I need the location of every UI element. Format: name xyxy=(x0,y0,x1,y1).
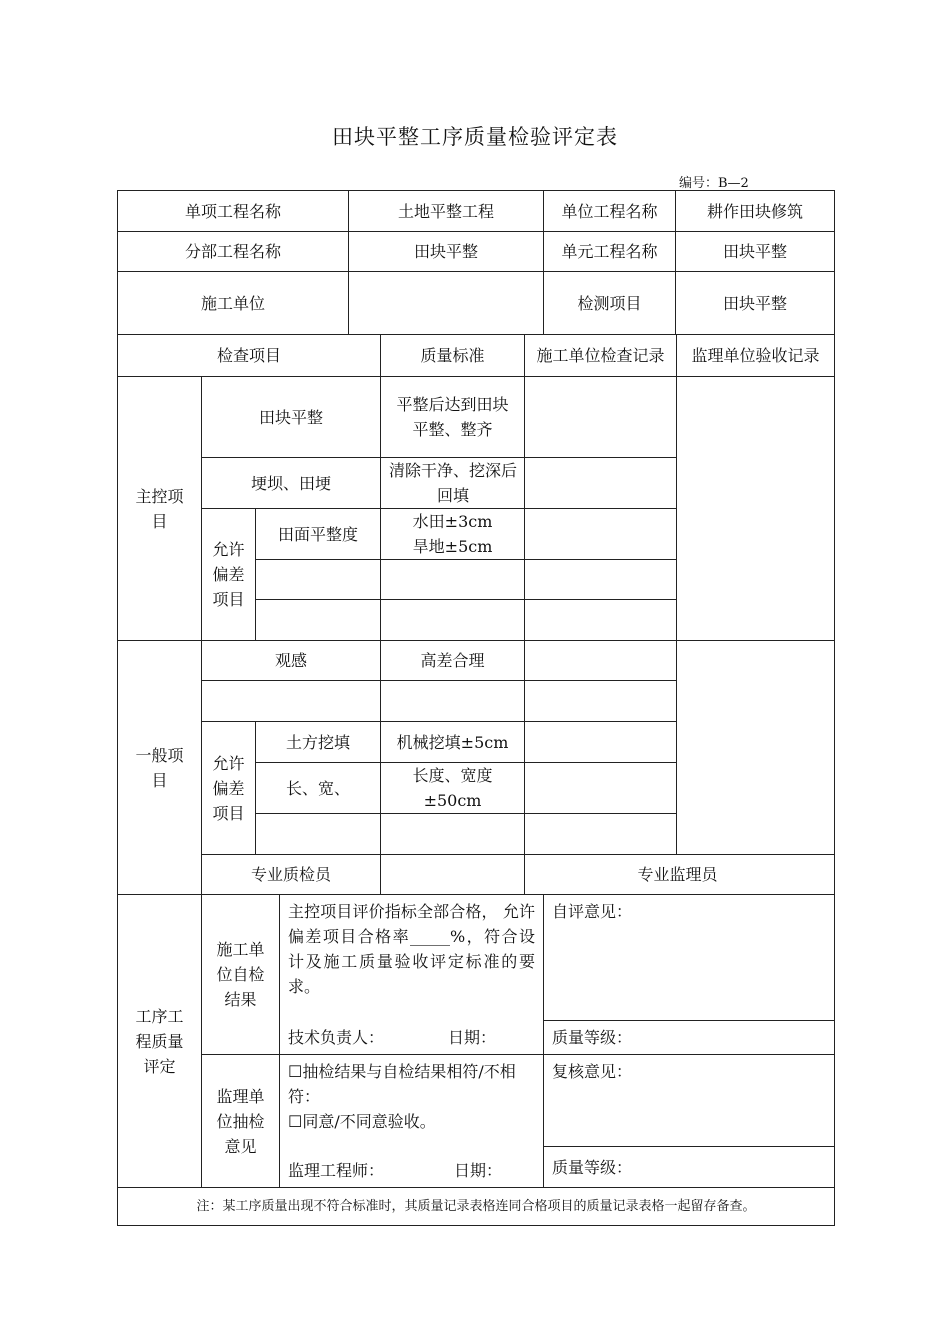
general-allowed-label-text: 允许偏差项目 xyxy=(212,753,245,823)
main-control-label xyxy=(118,377,202,641)
general-allowed-3-item[interactable] xyxy=(256,814,381,855)
general-allowed-1-standard: 机械挖填±5cm xyxy=(381,722,525,763)
supervisor-check-label xyxy=(202,1055,280,1188)
self-check-text: 主控项目评价指标全部合格， 允许偏差项目合格率_____%，符合设计及施工质量验收评定标准的要求。 xyxy=(288,902,535,996)
main-allowed-1-record[interactable] xyxy=(525,509,677,560)
footnote: 注：某工序质量出现不符合标准时，其质量记录表格连同合格项目的质量记录表格一起留存备查。 xyxy=(118,1188,835,1226)
general-allowed-3-standard[interactable] xyxy=(381,814,525,855)
main-allowed-3-record[interactable] xyxy=(525,600,677,641)
tech-lead-label: 技术负责人： xyxy=(288,1028,385,1047)
general-row-2-item[interactable] xyxy=(202,681,381,722)
self-check-signature-line xyxy=(288,1025,535,1050)
item-project-label: 单项工程名称 xyxy=(118,191,349,232)
general-allowed-3-record[interactable] xyxy=(525,814,677,855)
inspection-table xyxy=(117,334,835,895)
general-row-2-standard[interactable] xyxy=(381,681,525,722)
general-allowed-2-item: 长、宽、 xyxy=(256,763,381,814)
element-value: 田块平整 xyxy=(676,232,835,272)
supervisor-option-1[interactable]: ☐抽检结果与自检结果相符/不相符： xyxy=(288,1062,516,1106)
main-allowed-label-text: 允许偏差项目 xyxy=(212,540,245,609)
supervisor-option-2[interactable]: ☐同意/不同意验收。 xyxy=(288,1112,436,1131)
general-allowed-1-record[interactable] xyxy=(525,722,677,763)
supervisor-engineer-label: 监理工程师： xyxy=(288,1161,385,1180)
main-row-1-standard-text: 平整后达到田块平整、整齐 xyxy=(396,395,509,439)
contractor-label: 施工单位 xyxy=(118,272,349,335)
main-allowed-label xyxy=(202,509,256,641)
contractor-value xyxy=(349,272,544,335)
general-row-1-item: 观感 xyxy=(202,641,381,681)
main-row-2-item: 埂坝、田埂 xyxy=(202,458,381,509)
supervisor-check-label-text: 监理单位抽检意见 xyxy=(216,1086,265,1156)
item-project-value: 土地平整工程 xyxy=(349,191,544,232)
inspector-value[interactable] xyxy=(381,855,525,895)
division-label: 分部工程名称 xyxy=(118,232,349,272)
main-allowed-2-item[interactable] xyxy=(256,560,381,600)
main-row-2-record[interactable] xyxy=(525,458,677,509)
general-allowed-2-standard xyxy=(381,763,525,814)
test-item-value: 田块平整 xyxy=(676,272,835,335)
division-value: 田块平整 xyxy=(349,232,544,272)
review-grade-cell[interactable] xyxy=(544,1147,835,1188)
general-allowed-1-item: 土方挖填 xyxy=(256,722,381,763)
general-allowed-2-record[interactable] xyxy=(525,763,677,814)
self-opinion-cell[interactable] xyxy=(544,895,835,1021)
supervisor-date-label: 日期： xyxy=(454,1161,503,1180)
main-row-1-record[interactable] xyxy=(525,377,677,458)
main-row-2-standard xyxy=(381,458,525,509)
main-allowed-1-standard-line1: 水田±3cm xyxy=(412,512,493,531)
main-control-label-text: 主控项目 xyxy=(135,486,184,531)
main-allowed-1-standard xyxy=(381,509,525,560)
main-allowed-1-standard-line2: 旱地±5cm xyxy=(412,537,493,556)
main-allowed-3-standard[interactable] xyxy=(381,600,525,641)
review-opinion-cell[interactable] xyxy=(544,1055,835,1147)
review-opinion-label: 复核意见： xyxy=(552,1062,633,1081)
col-supervisor-record: 监理单位验收记录 xyxy=(677,335,835,377)
main-allowed-2-record[interactable] xyxy=(525,560,677,600)
self-check-label xyxy=(202,895,280,1055)
general-row-1-record[interactable] xyxy=(525,641,677,681)
unit-project-label: 单位工程名称 xyxy=(544,191,676,232)
self-opinion-label: 自评意见： xyxy=(552,902,633,921)
self-check-result xyxy=(280,895,544,1055)
general-allowed-label xyxy=(202,722,256,855)
main-supervisor-record[interactable] xyxy=(677,377,835,641)
main-row-2-standard-text: 清除干净、挖深后回填 xyxy=(389,461,518,505)
supervisor-signature-line xyxy=(288,1158,535,1183)
supervisor-staff-label: 专业监理员 xyxy=(525,855,835,895)
element-label: 单元工程名称 xyxy=(544,232,676,272)
col-contractor-record: 施工单位检查记录 xyxy=(525,335,677,377)
unit-project-value: 耕作田块修筑 xyxy=(676,191,835,232)
main-allowed-2-standard[interactable] xyxy=(381,560,525,600)
self-check-label-text: 施工单位自检结果 xyxy=(216,940,265,1009)
test-item-label: 检测项目 xyxy=(544,272,676,335)
general-label xyxy=(118,641,202,895)
general-allowed-2-standard-text: 长度、宽度±50cm xyxy=(412,766,493,810)
col-check-item: 检查项目 xyxy=(118,335,381,377)
main-row-1-standard xyxy=(381,377,525,458)
evaluation-table xyxy=(117,894,835,1226)
supervisor-check-result xyxy=(280,1055,544,1188)
self-grade-label: 质量等级： xyxy=(552,1028,633,1048)
quality-form xyxy=(117,190,835,335)
evaluation-label-text: 工序工程质量评定 xyxy=(135,1006,184,1076)
main-row-1-item: 田块平整 xyxy=(202,377,381,458)
col-quality-standard: 质量标准 xyxy=(381,335,525,377)
document-number: 编号：B—2 xyxy=(679,176,749,191)
main-allowed-1-item: 田面平整度 xyxy=(256,509,381,560)
general-row-1-standard: 高差合理 xyxy=(381,641,525,681)
review-grade-label: 质量等级： xyxy=(552,1157,633,1177)
general-label-text: 一般项目 xyxy=(135,745,184,790)
general-supervisor-record[interactable] xyxy=(677,641,835,855)
self-grade-cell[interactable] xyxy=(544,1021,835,1055)
evaluation-label xyxy=(118,895,202,1188)
self-date-label: 日期： xyxy=(448,1028,497,1047)
main-allowed-3-item[interactable] xyxy=(256,600,381,641)
general-row-2-record[interactable] xyxy=(525,681,677,722)
inspector-label: 专业质检员 xyxy=(202,855,381,895)
page-title: 田块平整工序质量检验评定表 xyxy=(332,125,618,149)
